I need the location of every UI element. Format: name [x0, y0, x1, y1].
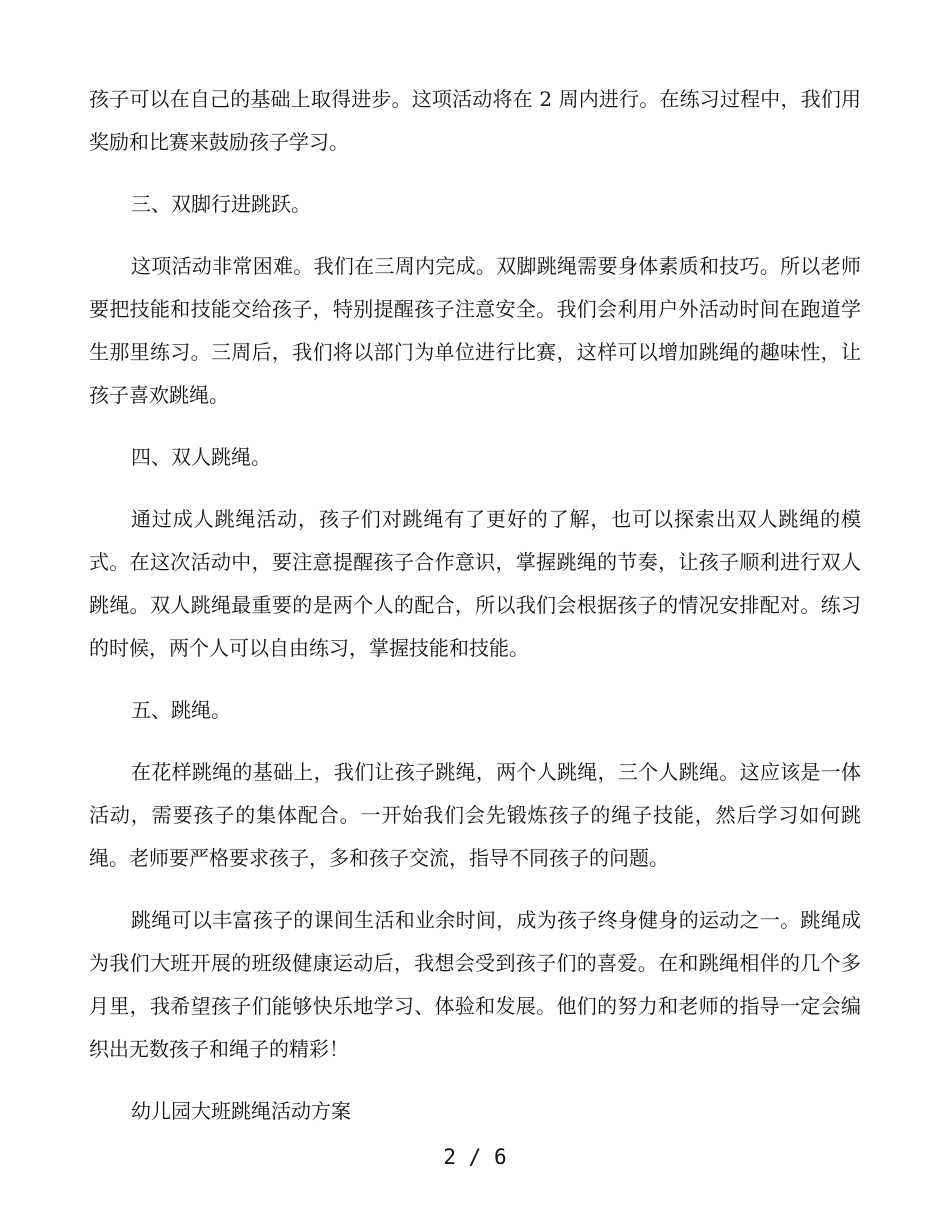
paragraph-group-rope: 在花样跳绳的基础上，我们让孩子跳绳，两个人跳绳，三个人跳绳。这应该是一体活动，需要孩子的集体配合。一开始我们会先锻炼孩子的绳子技能，然后学习如何跳绳。老师要严格要求孩子，多和孩子交流，指导不同孩子的问题。: [89, 760, 861, 870]
document-subtitle: 幼儿园大班跳绳活动方案: [131, 1099, 351, 1123]
section-heading-five: 五、跳绳。: [131, 698, 231, 722]
paragraph-two-foot-jump: 这项活动非常困难。我们在三周内完成。双脚跳绳需要身体素质和技巧。所以老师要把技能和技能交给孩子，特别提醒孩子注意安全。我们会利用户外活动时间在跑道学生那里练习。三周后，我们将以部门为单位进行比赛，这样可以增加跳绳的趣味性，让孩子喜欢跳绳。: [89, 254, 861, 407]
page-number: 2 / 6: [443, 1145, 507, 1169]
document-body: [89, 78, 861, 1152]
paragraph-double-rope: 通过成人跳绳活动，孩子们对跳绳有了更好的了解，也可以探索出双人跳绳的模式。在这次活动中，要注意提醒孩子合作意识，掌握跳绳的节奏，让孩子顺利进行双人跳绳。双人跳绳最重要的是两个人的配合，所以我们会根据孩子的情况安排配对。练习的时候，两个人可以自由练习，掌握技能和技能。: [89, 507, 861, 660]
paragraph-continued: 孩子可以在自己的基础上取得进步。这项活动将在 2 周内进行。在练习过程中，我们用奖励和比赛来鼓励孩子学习。: [89, 87, 861, 154]
paragraph-conclusion: 跳绳可以丰富孩子的课间生活和业余时间，成为孩子终身健身的运动之一。跳绳成为我们大班开展的班级健康运动后，我想会受到孩子们的喜爱。在和跳绳相伴的几个多月里，我希望孩子们能够快乐地学习、体验和发展。他们的努力和老师的指导一定会编织出无数孩子和绳子的精彩！: [89, 908, 861, 1061]
section-heading-three: 三、双脚行进跳跃。: [131, 192, 311, 216]
section-heading-four: 四、双人跳绳。: [131, 445, 271, 469]
